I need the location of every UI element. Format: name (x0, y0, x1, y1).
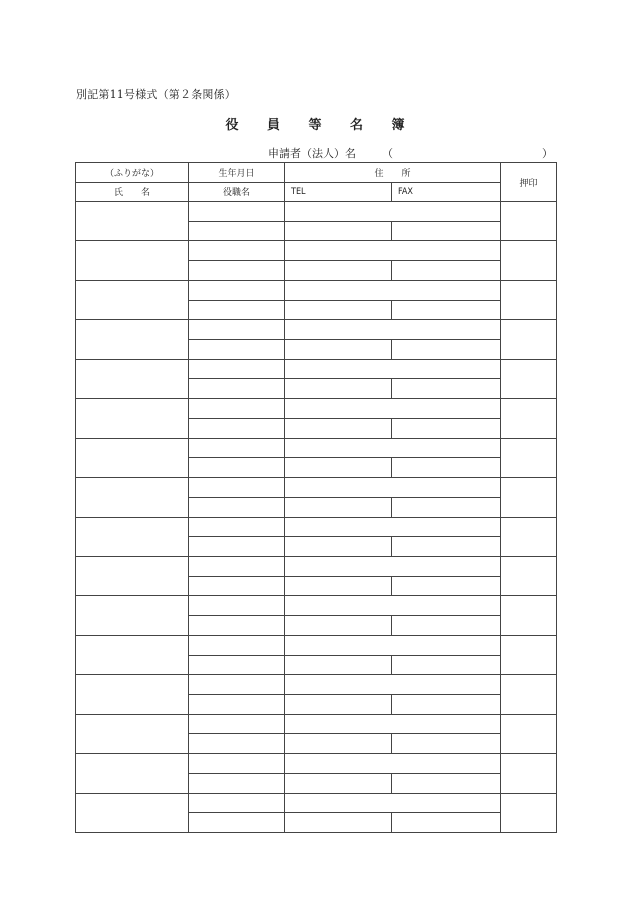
entry-address-cell[interactable] (285, 793, 501, 813)
entry-address-cell[interactable] (285, 438, 501, 458)
entry-birthdate-cell[interactable] (189, 556, 285, 576)
entry-seal-cell[interactable] (501, 320, 557, 359)
entry-birthdate-cell[interactable] (189, 359, 285, 379)
entry-position-cell[interactable] (189, 616, 285, 636)
entry-position-cell[interactable] (189, 379, 285, 399)
entry-seal-cell[interactable] (501, 359, 557, 398)
entry-birthdate-cell[interactable] (189, 714, 285, 734)
entry-address-cell[interactable] (285, 714, 501, 734)
entry-address-cell[interactable] (285, 517, 501, 537)
entry-address-cell[interactable] (285, 596, 501, 616)
entry-birthdate-cell[interactable] (189, 438, 285, 458)
entry-position-cell[interactable] (189, 537, 285, 557)
entry-tel-cell[interactable] (285, 537, 392, 557)
entry-tel-cell[interactable] (285, 813, 392, 833)
entry-row-top (76, 793, 557, 813)
header-row-bottom (76, 182, 557, 202)
entry-name-cell[interactable] (76, 675, 189, 714)
entry-position-cell[interactable] (189, 576, 285, 596)
entry-seal-cell[interactable] (501, 438, 557, 477)
entry-tel-cell[interactable] (285, 576, 392, 596)
entry-position-cell[interactable] (189, 458, 285, 478)
entry-row-top (76, 714, 557, 734)
entry-position-cell[interactable] (189, 261, 285, 281)
entry-position-cell[interactable] (189, 734, 285, 754)
entry-fax-cell[interactable] (392, 300, 501, 320)
entry-address-cell[interactable] (285, 202, 501, 222)
entry-name-cell[interactable] (76, 596, 189, 635)
entry-row-top (76, 438, 557, 458)
officer-roster-table (75, 162, 557, 833)
entry-name-cell[interactable] (76, 399, 189, 438)
entry-address-cell[interactable] (285, 478, 501, 498)
entry-name-cell[interactable] (76, 359, 189, 398)
entry-address-cell[interactable] (285, 241, 501, 261)
entry-seal-cell[interactable] (501, 635, 557, 674)
entry-fax-cell[interactable] (392, 537, 501, 557)
entry-tel-cell[interactable] (285, 497, 392, 517)
entry-position-cell[interactable] (189, 497, 285, 517)
entry-fax-cell[interactable] (392, 497, 501, 517)
entry-fax-cell[interactable] (392, 458, 501, 478)
entry-tel-cell[interactable] (285, 379, 392, 399)
entry-name-cell[interactable] (76, 202, 189, 241)
applicant-label: 申請者（法人）名 (268, 147, 356, 160)
header-tel: TEL (285, 182, 392, 202)
entry-tel-cell[interactable] (285, 694, 392, 714)
header-address: 住 所 (285, 163, 501, 183)
applicant-paren-open: （ (382, 147, 393, 160)
entry-row-top (76, 635, 557, 655)
entry-address-cell[interactable] (285, 635, 501, 655)
entry-seal-cell[interactable] (501, 280, 557, 319)
entry-seal-cell[interactable] (501, 202, 557, 241)
entry-fax-cell[interactable] (392, 773, 501, 793)
entry-birthdate-cell[interactable] (189, 596, 285, 616)
entry-address-cell[interactable] (285, 675, 501, 695)
entry-birthdate-cell[interactable] (189, 280, 285, 300)
entry-tel-cell[interactable] (285, 221, 392, 241)
entry-tel-cell[interactable] (285, 655, 392, 675)
header-row-top (76, 163, 557, 183)
entry-position-cell[interactable] (189, 773, 285, 793)
header-name: 氏 名 (76, 182, 189, 202)
header-birthdate: 生年月日 (189, 163, 285, 183)
entry-fax-cell[interactable] (392, 655, 501, 675)
entry-address-cell[interactable] (285, 280, 501, 300)
entry-fax-cell[interactable] (392, 261, 501, 281)
entry-row-top (76, 280, 557, 300)
entry-position-cell[interactable] (189, 300, 285, 320)
entry-fax-cell[interactable] (392, 418, 501, 438)
entry-fax-cell[interactable] (392, 340, 501, 360)
entry-row-top (76, 320, 557, 340)
entry-position-cell[interactable] (189, 694, 285, 714)
entry-position-cell[interactable] (189, 813, 285, 833)
entry-seal-cell[interactable] (501, 517, 557, 556)
entry-fax-cell[interactable] (392, 616, 501, 636)
entry-seal-cell[interactable] (501, 675, 557, 714)
entry-tel-cell[interactable] (285, 300, 392, 320)
entry-birthdate-cell[interactable] (189, 635, 285, 655)
entry-fax-cell[interactable] (392, 734, 501, 754)
entry-address-cell[interactable] (285, 556, 501, 576)
entry-position-cell[interactable] (189, 340, 285, 360)
header-position: 役職名 (189, 182, 285, 202)
applicant-line (268, 145, 553, 161)
entry-address-cell[interactable] (285, 359, 501, 379)
entry-row-top (76, 202, 557, 222)
entry-birthdate-cell[interactable] (189, 202, 285, 222)
entry-seal-cell[interactable] (501, 556, 557, 595)
entry-name-cell[interactable] (76, 280, 189, 319)
form-reference: 別記第11号様式（第２条関係） (76, 88, 236, 101)
entry-name-cell[interactable] (76, 438, 189, 477)
entry-name-cell[interactable] (76, 714, 189, 753)
entry-seal-cell[interactable] (501, 754, 557, 793)
header-furigana: （ふりがな） (76, 163, 189, 183)
entry-tel-cell[interactable] (285, 773, 392, 793)
entry-fax-cell[interactable] (392, 379, 501, 399)
entry-position-cell[interactable] (189, 221, 285, 241)
entry-tel-cell[interactable] (285, 340, 392, 360)
entry-fax-cell[interactable] (392, 813, 501, 833)
entry-seal-cell[interactable] (501, 478, 557, 517)
entry-row-top (76, 556, 557, 576)
entry-row-top (76, 359, 557, 379)
entry-tel-cell[interactable] (285, 418, 392, 438)
entry-tel-cell[interactable] (285, 616, 392, 636)
entry-birthdate-cell[interactable] (189, 399, 285, 419)
entry-name-cell[interactable] (76, 793, 189, 832)
entry-birthdate-cell[interactable] (189, 320, 285, 340)
entry-address-cell[interactable] (285, 399, 501, 419)
entry-tel-cell[interactable] (285, 261, 392, 281)
header-fax: FAX (392, 182, 501, 202)
entry-position-cell[interactable] (189, 418, 285, 438)
entry-row-top (76, 754, 557, 774)
entry-seal-cell[interactable] (501, 714, 557, 753)
entry-name-cell[interactable] (76, 556, 189, 595)
form-title: 役 員 等 名 簿 (225, 118, 417, 133)
entry-address-cell[interactable] (285, 754, 501, 774)
entry-name-cell[interactable] (76, 517, 189, 556)
entry-seal-cell[interactable] (501, 241, 557, 280)
entry-row-top (76, 478, 557, 498)
entry-fax-cell[interactable] (392, 576, 501, 596)
entry-birthdate-cell[interactable] (189, 793, 285, 813)
entry-name-cell[interactable] (76, 241, 189, 280)
entry-birthdate-cell[interactable] (189, 517, 285, 537)
entry-fax-cell[interactable] (392, 694, 501, 714)
entry-birthdate-cell[interactable] (189, 754, 285, 774)
entry-name-cell[interactable] (76, 478, 189, 517)
entry-name-cell[interactable] (76, 754, 189, 793)
entry-row-top (76, 675, 557, 695)
entry-seal-cell[interactable] (501, 596, 557, 635)
entry-fax-cell[interactable] (392, 221, 501, 241)
entry-name-cell[interactable] (76, 320, 189, 359)
entry-row-top (76, 241, 557, 261)
entry-name-cell[interactable] (76, 635, 189, 674)
applicant-paren-close: ） (542, 147, 553, 160)
entry-birthdate-cell[interactable] (189, 675, 285, 695)
roster-body (76, 202, 557, 833)
entry-tel-cell[interactable] (285, 458, 392, 478)
entry-row-top (76, 517, 557, 537)
entry-seal-cell[interactable] (501, 793, 557, 832)
entry-row-top (76, 596, 557, 616)
entry-row-top (76, 399, 557, 419)
entry-tel-cell[interactable] (285, 734, 392, 754)
entry-seal-cell[interactable] (501, 399, 557, 438)
entry-position-cell[interactable] (189, 655, 285, 675)
header-seal: 押印 (501, 163, 557, 202)
entry-address-cell[interactable] (285, 320, 501, 340)
entry-birthdate-cell[interactable] (189, 241, 285, 261)
entry-birthdate-cell[interactable] (189, 478, 285, 498)
